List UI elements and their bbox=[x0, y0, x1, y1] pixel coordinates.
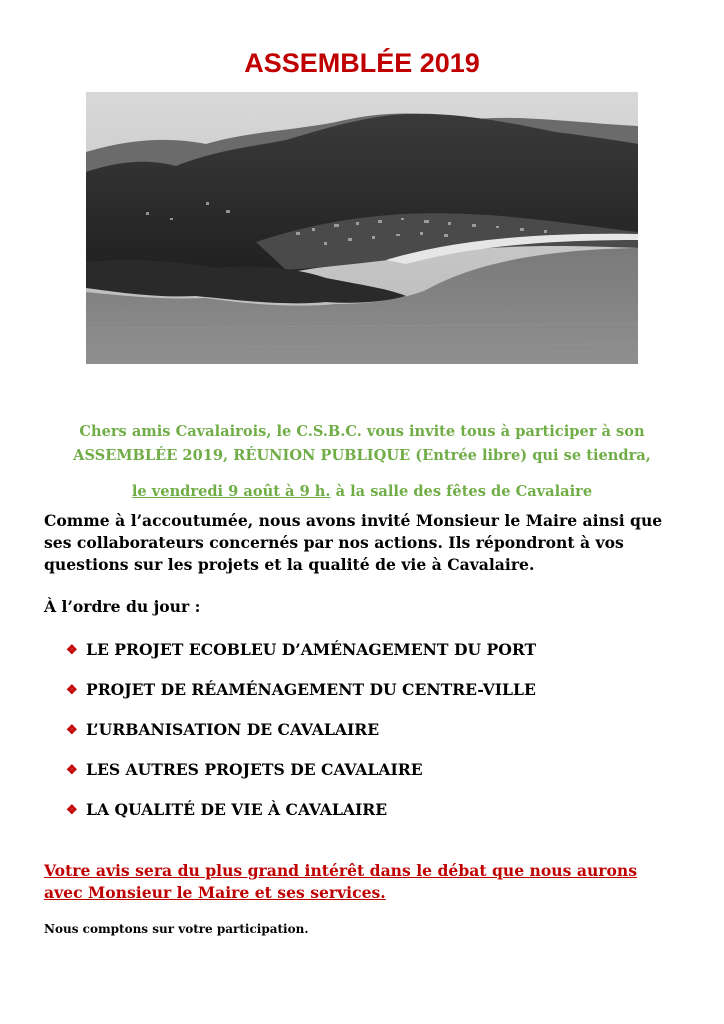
meeting-date-line bbox=[20, 480, 704, 504]
diamond-bullet-icon: ❖ bbox=[66, 723, 78, 738]
diamond-bullet-icon: ❖ bbox=[66, 803, 78, 818]
meeting-location: à la salle des fêtes de Cavalaire bbox=[330, 483, 593, 500]
diamond-bullet-icon: ❖ bbox=[66, 763, 78, 778]
agenda-item-label: PROJET DE RÉAMÉNAGEMENT DU CENTRE-VILLE bbox=[86, 680, 536, 699]
diamond-bullet-icon: ❖ bbox=[66, 643, 78, 658]
notice-line-2: avec Monsieur le Maire et ses services. bbox=[44, 883, 386, 902]
agenda-list bbox=[66, 638, 536, 838]
agenda-item-label: LA QUALITÉ DE VIE À CAVALAIRE bbox=[86, 800, 388, 819]
list-item bbox=[66, 718, 536, 758]
agenda-item-label: L’URBANISATION DE CAVALAIRE bbox=[86, 720, 380, 739]
list-item bbox=[66, 798, 536, 838]
mayor-paragraph-line-1: Comme à l’accoutumée, nous avons invité Monsieur le Maire ainsi que bbox=[44, 511, 663, 530]
mayor-paragraph bbox=[44, 510, 694, 576]
invitation-text bbox=[20, 420, 704, 468]
agenda-item-label: LES AUTRES PROJETS DE CAVALAIRE bbox=[86, 760, 423, 779]
closing-text: Nous comptons sur votre participation. bbox=[44, 922, 309, 936]
notice-line-1: Votre avis sera du plus grand intérêt dans le débat que nous aurons bbox=[44, 861, 638, 880]
page-title: ASSEMBLÉE 2019 bbox=[244, 48, 480, 78]
mayor-paragraph-line-3: questions sur les projets et la qualité de vie à Cavalaire. bbox=[44, 555, 535, 574]
aerial-coastline-photo bbox=[86, 92, 638, 364]
meeting-date: le vendredi 9 août à 9 h. bbox=[131, 483, 331, 500]
agenda-label: À l’ordre du jour : bbox=[44, 597, 201, 616]
list-item bbox=[66, 678, 536, 718]
list-item bbox=[66, 638, 536, 678]
diamond-bullet-icon: ❖ bbox=[66, 683, 78, 698]
invitation-line-1: Chers amis Cavalairois, le C.S.B.C. vous invite tous à participer à son bbox=[79, 423, 645, 440]
agenda-item-label: LE PROJET ECOBLEU D’AMÉNAGEMENT DU PORT bbox=[86, 640, 537, 659]
list-item bbox=[66, 758, 536, 798]
mayor-paragraph-line-2: ses collaborateurs concernés par nos actions. Ils répondront à vos bbox=[44, 533, 624, 552]
invitation-line-2: ASSEMBLÉE 2019, RÉUNION PUBLIQUE (Entrée libre) qui se tiendra, bbox=[73, 447, 651, 464]
notice-text bbox=[44, 860, 694, 904]
